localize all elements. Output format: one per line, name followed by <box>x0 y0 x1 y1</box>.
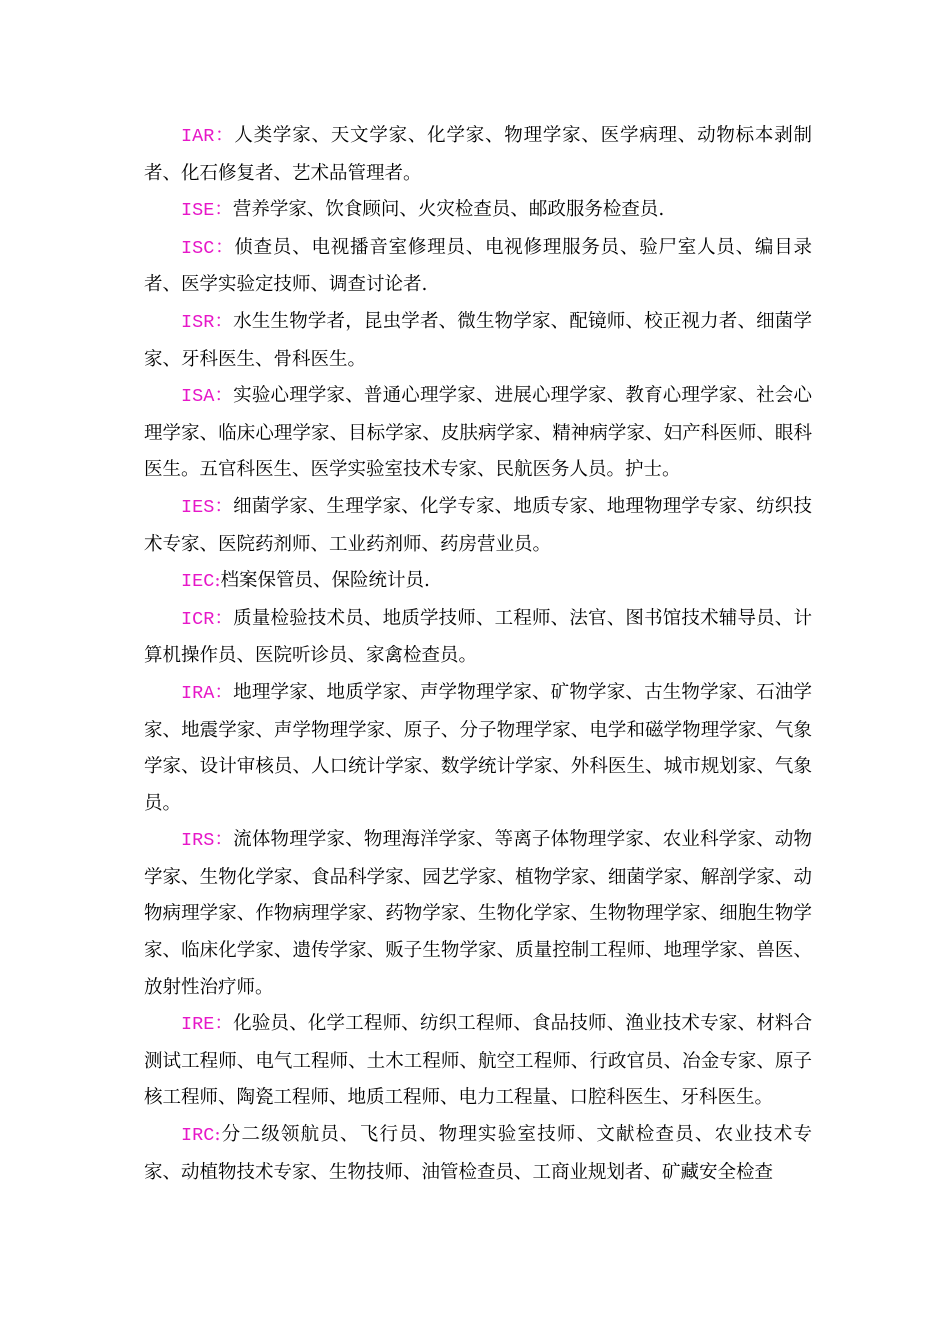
entry-text: 侦查员、电视播音室修理员、电视修理服务员、验尸室人员、编目录者、医学实验定技师、调查讨论者. <box>144 236 812 296</box>
entry-text: 化验员、化学工程师、纺织工程师、食品技师、渔业技术专家、材料合测试工程师、电气工程师、土木工程师、航空工程师、行政官员、冶金专家、原子核工程师、陶瓷工程师、地质工程师、电力工程量、口腔科医生、牙科医生。 <box>144 1013 812 1109</box>
entry-text: 流体物理学家、物理海洋学家、等离子体物理学家、农业科学家、动物学家、生物化学家、食品科学家、园艺学家、植物学家、细菌学家、解剖学家、动物病理学家、作物病理学家、药物学家、生物化学家、生物物理学家、细胞生物学家、临床化学家、遗传学家、贩子生物学家、质量控制工程师、地理学家、兽医、放射性治疗师。 <box>144 829 812 998</box>
entry-code: IAR <box>181 126 215 147</box>
entry-code: IEC <box>181 571 215 593</box>
entry-iar <box>144 118 812 192</box>
document-body <box>144 118 812 1191</box>
entry-text: 人类学家、天文学家、化学家、物理学家、医学病理、动物标本剥制者、化石修复者、艺术品管理者。 <box>144 125 812 184</box>
entry-irs <box>144 822 812 1006</box>
entry-code: ICR <box>181 608 215 630</box>
entry-separator: : <box>214 1124 221 1146</box>
entry-separator: ： <box>214 310 234 332</box>
entry-separator: ： <box>214 1013 234 1035</box>
entry-ies <box>144 489 812 563</box>
entry-text: 质量检验技术员、地质学技师、工程师、法官、图书馆技术辅导员、计算机操作员、医院听诊员、家禽检查员。 <box>144 607 812 667</box>
entry-text: 实验心理学家、普通心理学家、进展心理学家、教育心理学家、社会心理学家、临床心理学家、目标学家、皮肤病学家、精神病学家、妇产科医师、眼科医生。五官科医生、医学实验室技术专家、民航医务人员。护士。 <box>144 385 812 481</box>
entry-code: IRE <box>181 1014 215 1036</box>
entry-separator: ： <box>214 829 234 851</box>
entry-text: 细菌学家、生理学家、化学专家、地质专家、地理物理学专家、纺织技术专家、医院药剂师、工业药剂师、药房营业员。 <box>144 495 812 555</box>
entry-code: IRS <box>181 830 215 852</box>
entry-separator: ： <box>214 495 234 517</box>
entry-code: IRC <box>181 1125 215 1147</box>
entry-iec <box>144 563 812 601</box>
entry-text: 档案保管员、保险统计员. <box>220 570 430 592</box>
entry-code: ISA <box>181 386 215 408</box>
entry-code: IES <box>181 496 215 518</box>
entry-text: 地理学家、地质学家、声学物理学家、矿物学家、古生物学家、石油学家、地震学家、声学物理学家、原子、分子物理学家、电学和磁学物理学家、气象学家、设计审核员、人口统计学家、数学统计学家、外科医生、城市规划家、气象员。 <box>144 681 812 814</box>
entry-text: 营养学家、饮食顾问、火灾检查员、邮政服务检查员. <box>232 199 665 221</box>
entry-isc <box>144 230 812 304</box>
entry-separator: : <box>214 570 221 592</box>
entry-separator: ： <box>214 607 234 629</box>
entry-separator: ： <box>214 681 234 703</box>
entry-ise <box>144 192 812 230</box>
entry-code: ISC <box>181 237 215 259</box>
entry-separator: ： <box>214 199 233 221</box>
entry-separator: ： <box>214 236 235 258</box>
entry-separator: ： <box>214 125 235 146</box>
entry-code: ISE <box>181 200 215 222</box>
entry-ira <box>144 675 812 822</box>
entry-separator: ： <box>214 385 234 407</box>
entry-isr <box>144 304 812 378</box>
entry-code: ISR <box>181 311 215 333</box>
entry-text: 水生生物学者，昆虫学者、微生物学家、配镜师、校正视力者、细菌学家、牙科医生、骨科医生。 <box>144 310 812 370</box>
entry-ire <box>144 1006 812 1117</box>
entry-text: 分二级领航员、飞行员、物理实验室技师、文献检查员、农业技术专家、动植物技术专家、生物技师、油管检查员、工商业规划者、矿藏安全检查 <box>144 1124 812 1183</box>
entry-icr <box>144 601 812 675</box>
entry-isa <box>144 378 812 489</box>
entry-irc <box>144 1117 812 1191</box>
entry-code: IRA <box>181 682 215 704</box>
